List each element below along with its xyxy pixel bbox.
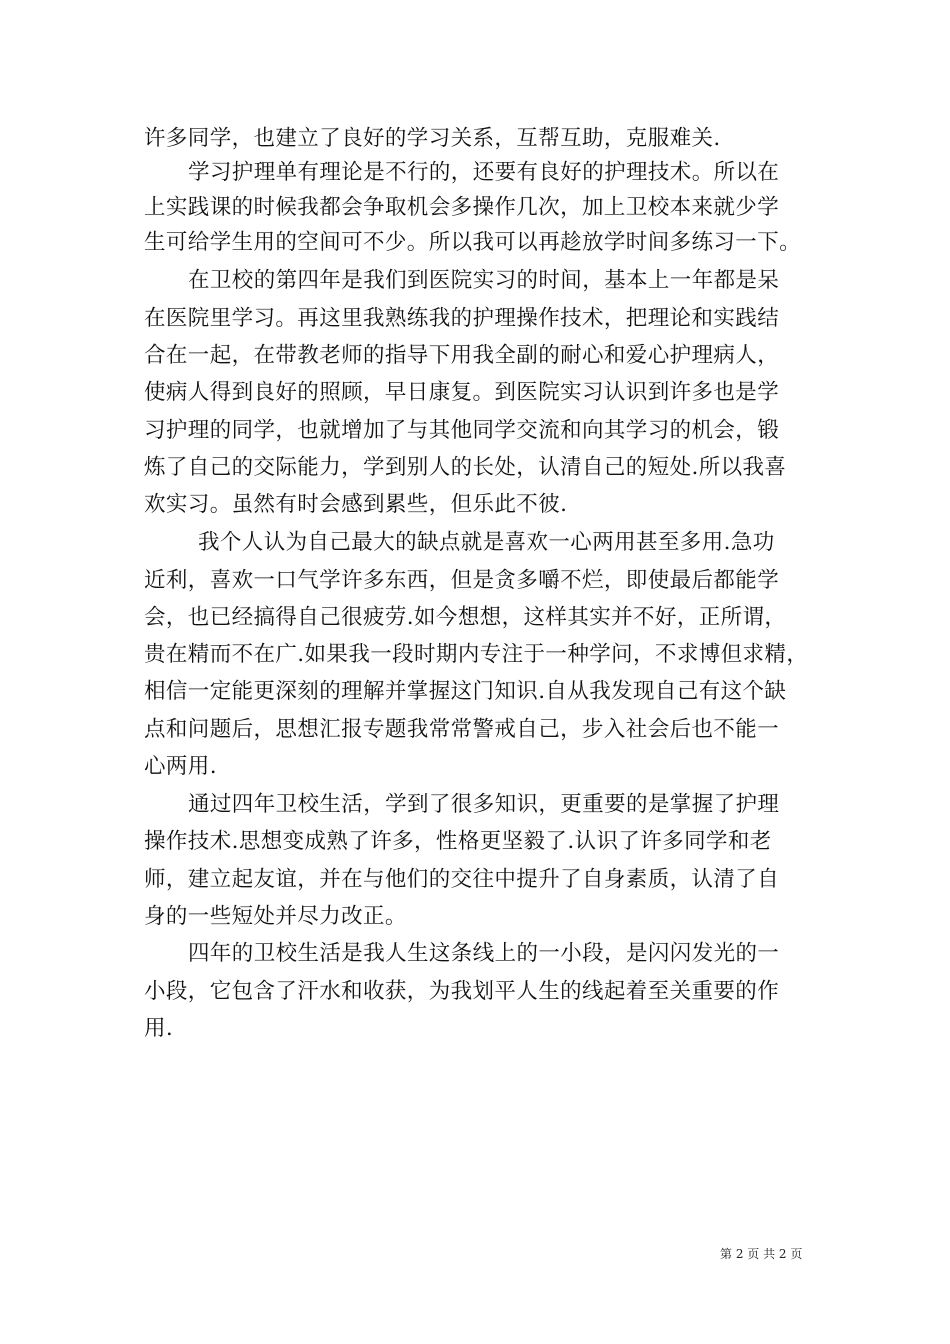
text-line: 使病人得到良好的照顾，早日康复。到医院实习认识到许多也是学 [144,380,780,405]
text-line: 点和问题后，思想汇报专题我常常警戒自己，步入社会后也不能一 [144,717,780,742]
text-line: 四年的卫校生活是我人生这条线上的一小段，是闪闪发光的一 [188,941,780,966]
text-line: 在卫校的第四年是我们到医院实习的时间，基本上一年都是呆 [188,268,780,293]
text-line: 贵在精而不在广.如果我一段时期内专注于一种学问，不求博但求精， [144,642,809,667]
text-line: 上实践课的时候我都会争取机会多操作几次，加上卫校本来就少学 [144,195,780,220]
text-line: 心两用. [144,754,217,779]
text-line: 相信一定能更深刻的理解并掌握这门知识.自从我发现自己有这个缺 [144,679,787,704]
text-line: 操作技术.思想变成熟了许多，性格更坚毅了.认识了许多同学和老 [144,829,772,854]
text-line: 师，建立起友谊，并在与他们的交往中提升了自身素质，认清了自 [144,867,780,892]
text-line: 身的一些短处并尽力改正。 [144,904,407,929]
text-line: 用. [144,1016,174,1041]
text-line: 合在一起，在带教老师的指导下用我全副的耐心和爱心护理病人， [144,343,780,368]
text-line: 通过四年卫校生活，学到了很多知识，更重要的是掌握了护理 [188,792,780,817]
text-line: 我个人认为自己最大的缺点就是喜欢一心两用甚至多用.急功 [198,530,775,555]
text-line: 小段，它包含了汗水和收获，为我划平人生的线起着至关重要的作 [144,979,780,1004]
text-line: 会，也已经搞得自己很疲劳.如今想想，这样其实并不好，正所谓， [144,605,787,630]
text-line: 近利，喜欢一口气学许多东西，但是贪多嚼不烂，即使最后都能学 [144,568,780,593]
text-line: 学习护理单有理论是不行的，还要有良好的护理技术。所以在 [188,160,780,185]
text-line: 许多同学，也建立了良好的学习关系，互帮互助，克服难关. [144,126,721,151]
page-number: 第 2 页 共 2 页 [720,1247,803,1261]
text-line: 生可给学生用的空间可不少。所以我可以再趁放学时间多练习一下。 [144,230,802,255]
text-line: 习护理的同学，也就增加了与其他同学交流和向其学习的机会，锻 [144,418,780,443]
text-line: 欢实习。虽然有时会感到累些，但乐此不彼. [144,492,568,517]
text-line: 炼了自己的交际能力，学到别人的长处，认清自己的短处.所以我喜 [144,455,787,480]
text-line: 在医院里学习。再这里我熟练我的护理操作技术，把理论和实践结 [144,306,780,331]
